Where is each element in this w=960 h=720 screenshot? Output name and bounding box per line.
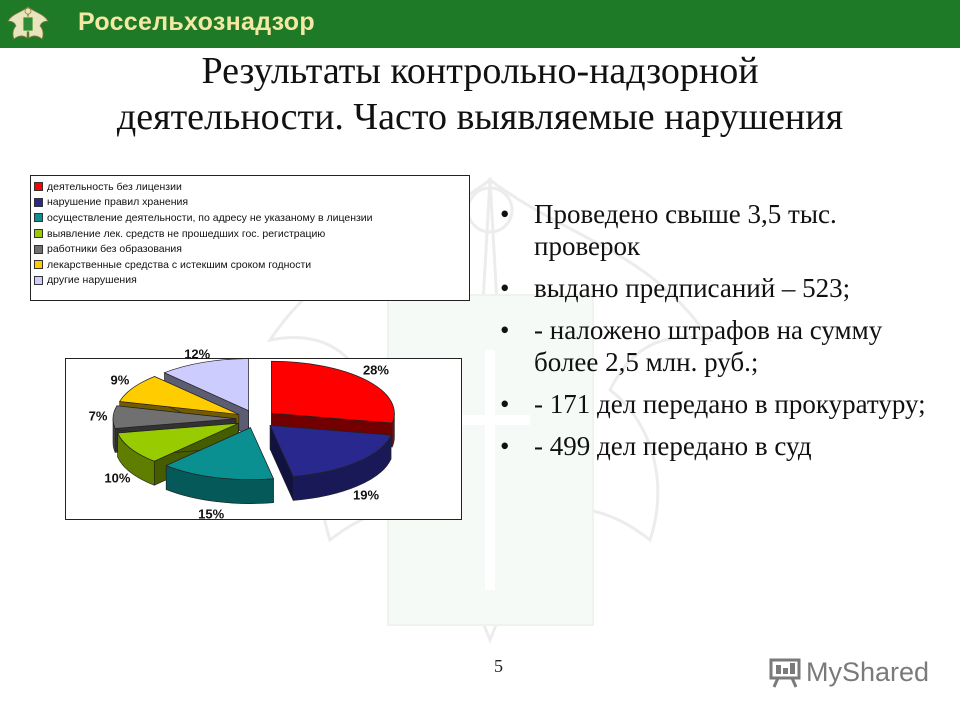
pie-data-label: 15% xyxy=(198,506,225,522)
pie-data-label: 19% xyxy=(353,487,380,503)
bullet-text: выдано предписаний – 523; xyxy=(534,273,851,303)
myshared-brand: MyShared xyxy=(806,656,930,687)
pie-data-label: 9% xyxy=(110,372,130,388)
legend-item xyxy=(34,241,469,257)
slide-title xyxy=(40,48,920,140)
page-number: 5 xyxy=(494,656,503,676)
header-bar xyxy=(0,0,960,48)
coat-of-arms-icon xyxy=(6,3,50,45)
bullet-item xyxy=(500,198,930,262)
legend-item xyxy=(34,273,469,289)
legend-swatch xyxy=(34,213,43,222)
legend-label: нарушение правил хранения xyxy=(47,196,189,209)
bullet-dot: • xyxy=(500,431,510,461)
legend-label: другие нарушения xyxy=(47,274,137,287)
legend-label: выявление лек. средств не прошедших гос. регистрацию xyxy=(47,227,326,240)
bullet-text: - 171 дел передано в прокуратуру; xyxy=(534,389,926,419)
bullet-dot: • xyxy=(500,389,510,419)
pie-data-label: 28% xyxy=(362,362,389,378)
legend-item xyxy=(34,257,469,273)
legend-swatch xyxy=(34,198,43,207)
bullet-item xyxy=(500,272,930,304)
bullet-item xyxy=(500,314,930,378)
legend-swatch xyxy=(34,245,43,254)
bullet-dot: • xyxy=(500,199,510,229)
legend-swatch xyxy=(34,276,43,285)
legend-item xyxy=(34,210,469,226)
bullet-dot: • xyxy=(500,315,510,345)
legend-swatch xyxy=(34,182,43,191)
legend-item xyxy=(34,195,469,211)
presentation-board-icon xyxy=(768,656,802,688)
organization-name: Россельхознадзор xyxy=(78,8,315,36)
bullet-text: - наложено штрафов на сумму более 2,5 млн. руб.; xyxy=(534,315,883,377)
bullet-text: Проведено свыше 3,5 тыс. проверок xyxy=(534,199,837,261)
legend-label: работники без образования xyxy=(47,243,182,256)
pie-data-label: 12% xyxy=(184,346,211,362)
legend-swatch xyxy=(34,260,43,269)
title-line-2: деятельности. Часто выявляемые нарушения xyxy=(116,96,844,138)
bullet-item xyxy=(500,388,930,420)
legend-label: лекарственные средства с истекшим сроком годности xyxy=(47,258,312,271)
legend-label: осуществление деятельности, по адресу не указаному в лицензии xyxy=(47,211,373,224)
bullet-dot: • xyxy=(500,273,510,303)
bullet-item xyxy=(500,430,930,462)
legend-item xyxy=(34,226,469,242)
chart-legend xyxy=(30,175,470,301)
legend-swatch xyxy=(34,229,43,238)
title-line-1: Результаты контрольно-надзорной xyxy=(201,50,759,92)
pie-data-label: 7% xyxy=(88,408,108,424)
bullet-text: - 499 дел передано в суд xyxy=(534,431,812,461)
pie-data-label: 10% xyxy=(104,470,131,486)
bullet-list xyxy=(500,198,930,472)
legend-label: деятельность без лицензии xyxy=(47,180,182,193)
myshared-watermark xyxy=(768,654,929,690)
legend-item xyxy=(34,179,469,195)
